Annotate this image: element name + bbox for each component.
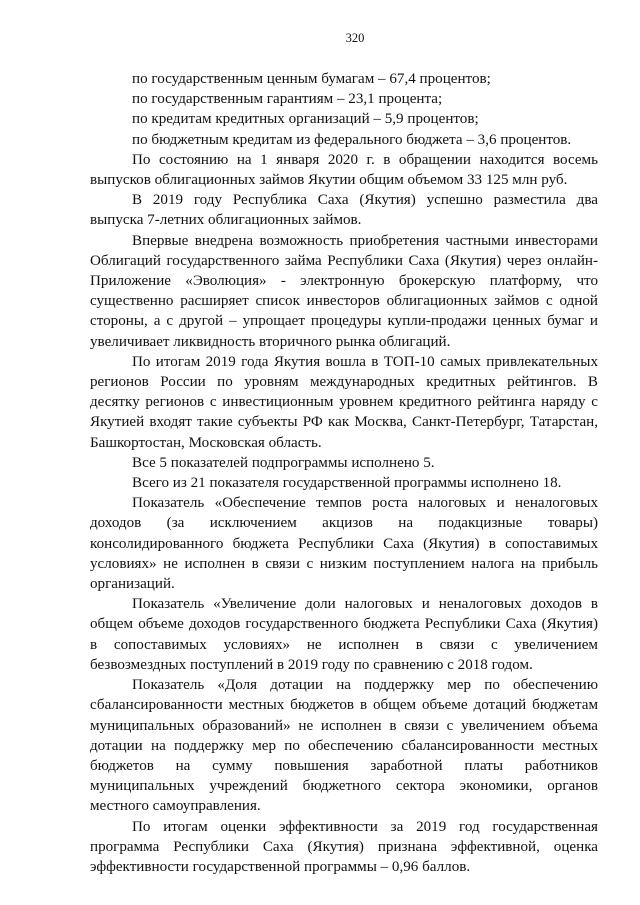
- text-line: консолидированного бюджета Республики Саха (Якутия) в сопоставимых: [90, 535, 598, 552]
- page-number: 320: [345, 31, 365, 45]
- text-line: программа Республики Саха (Якутия) признана эффективной, оценка: [90, 838, 598, 855]
- text-line: десятку регионов с инвестиционным уровнем кредитного рейтинга наряду с: [90, 394, 598, 411]
- text-line: бюджетов на сумму повышения заработной платы работников: [90, 757, 598, 774]
- text-line: По итогам 2019 года Якутия вошла в ТОП-10 самых привлекательных: [132, 353, 598, 370]
- text-line: условиях» не исполнен в связи с низким поступлением налога на прибыль: [90, 555, 598, 572]
- text-line: безвозмездных поступлений в 2019 году по сравнению с 2018 годом.: [90, 656, 533, 673]
- text-line: муниципальных образований» не исполнен в связи с увеличением объема: [90, 717, 598, 734]
- text-line: дотации на поддержку мер по обеспечению сбалансированности местных: [90, 737, 598, 754]
- text-line: доходов (за исключением акцизов на подакцизные товары): [90, 515, 598, 532]
- body-text: [90, 69, 598, 877]
- text-line: существенно расширяет список инвесторов облигационных займов с одной: [90, 293, 598, 310]
- text-line: Показатель «Увеличение доли налоговых и неналоговых доходов в: [132, 596, 598, 613]
- text-line: увеличивает ликвидность вторичного рынка облигаций.: [90, 333, 451, 350]
- text-line: стороны, а с другой – упрощает процедуры купли-продажи ценных бумаг и: [90, 313, 598, 330]
- text-line: Показатель «Доля дотации на поддержку мер по обеспечению: [132, 677, 598, 694]
- text-line: по государственным ценным бумагам – 67,4 процентов;: [132, 71, 491, 87]
- text-line: выпуска 7-летних облигационных займов.: [90, 212, 362, 229]
- text-line: Якутией входят такие субъекты РФ как Москва, Санкт-Петербург, Татарстан,: [90, 414, 598, 431]
- text-line: В 2019 году Республика Саха (Якутия) успешно разместила два: [132, 192, 598, 209]
- text-line: Все 5 показателей подпрограммы исполнено 5.: [132, 454, 435, 471]
- text-line: местного самоуправления.: [90, 798, 261, 815]
- text-line: по бюджетным кредитам из федерального бюджета – 3,6 процентов.: [132, 131, 572, 148]
- text-line: регионов России по уровням международных кредитных рейтингов. В: [90, 374, 598, 391]
- text-line: эффективности государственной программы – 0,96 баллов.: [90, 858, 471, 875]
- text-line: Показатель «Обеспечение темпов роста налоговых и неналоговых: [132, 495, 598, 512]
- text-line: муниципальных учреждений бюджетного сектора экономики, органов: [90, 778, 598, 795]
- text-line: по кредитам кредитных организаций – 5,9 процентов;: [132, 111, 479, 128]
- text-line: Башкортостан, Московская область.: [90, 434, 322, 451]
- text-line: организаций.: [90, 576, 175, 593]
- text-line: Впервые внедрена возможность приобретения частными инвесторами: [132, 232, 598, 249]
- text-line: общем объеме доходов государственного бюджета Республики Саха (Якутия): [90, 616, 598, 633]
- text-line: сбалансированности местных бюджетов в общем объеме дотаций бюджетам: [90, 697, 598, 714]
- text-line: Облигаций государственного займа Республики Саха (Якутия) через онлайн-: [90, 252, 598, 269]
- text-line: По итогам оценки эффективности за 2019 год государственная: [132, 818, 598, 835]
- text-line: Всего из 21 показателя государственной программы исполнено 18.: [132, 475, 562, 492]
- text-line: Приложение «Эволюция» - электронную брокерскую платформу, что: [90, 273, 598, 290]
- text-line: по государственным гарантиям – 23,1 процента;: [132, 91, 443, 108]
- text-line: в сопоставимых условиях» не исполнен в связи с увеличением: [90, 636, 598, 653]
- text-line: По состоянию на 1 января 2020 г. в обращении находится восемь: [132, 151, 598, 168]
- text-line: выпусков облигационных займов Якутии общим объемом 33 125 млн руб.: [90, 172, 568, 189]
